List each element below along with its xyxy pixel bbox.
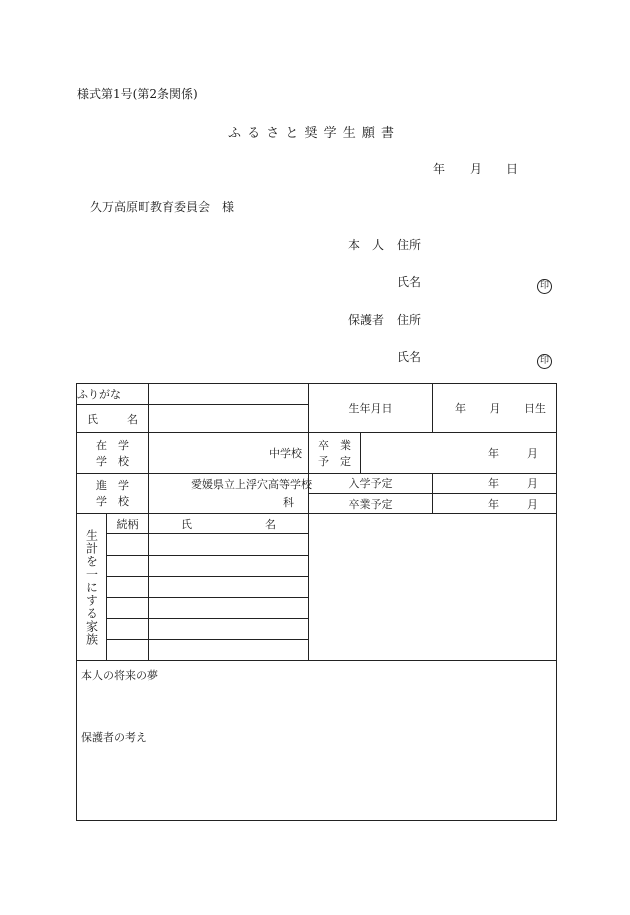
family-notes-area[interactable] — [309, 514, 557, 661]
free-text-area[interactable] — [77, 661, 557, 821]
junior-high-field[interactable] — [149, 433, 309, 473]
birth-day-label: 日生 — [524, 402, 546, 416]
guardian-seal-icon: 印 — [537, 354, 552, 369]
high-school-field[interactable] — [149, 473, 312, 513]
family-name-cell[interactable] — [149, 619, 309, 640]
guardian-label: 保護者 — [348, 313, 385, 327]
family-relation-cell[interactable] — [107, 619, 149, 640]
family-name-header: 氏 名 — [149, 514, 309, 534]
family-relation-cell[interactable] — [107, 576, 149, 597]
family-relation-cell[interactable] — [107, 640, 149, 661]
birth-year-label: 年 — [455, 402, 466, 416]
current-school-label: 在 学 学 校 — [77, 433, 149, 473]
family-relation-cell[interactable] — [107, 597, 149, 618]
graduate-month-label: 月 — [527, 497, 538, 511]
applicant-seal-icon: 印 — [537, 279, 552, 294]
family-name-cell[interactable] — [149, 640, 309, 661]
course-label: 科 — [283, 496, 294, 510]
graduate-year-label: 年 — [488, 497, 499, 511]
graduation-field[interactable] — [361, 433, 557, 473]
junior-high-label: 中学校 — [269, 447, 302, 461]
high-school-name: 愛媛県立上浮穴高等学校 — [191, 478, 312, 492]
applicant-name-label: 氏名 — [397, 275, 422, 289]
enroll-month-label: 月 — [527, 477, 538, 491]
family-name-cell[interactable] — [149, 597, 309, 618]
name-field[interactable] — [149, 405, 309, 433]
grad-year-label: 年 — [488, 447, 499, 461]
document-title: ふ る さ と 奨 学 生 願 書 — [228, 126, 396, 141]
name-label: 氏 名 — [77, 405, 149, 433]
guardian-name-label: 氏名 — [397, 350, 422, 364]
furigana-label: ふりがな — [77, 384, 149, 405]
family-name-cell[interactable] — [149, 555, 309, 576]
future-dream-label: 本人の将来の夢 — [81, 669, 158, 683]
expected-graduation-field[interactable] — [433, 493, 557, 513]
date-day-label: 日 — [506, 162, 519, 176]
family-relation-cell[interactable] — [107, 555, 149, 576]
next-school-label: 進 学 学 校 — [77, 473, 149, 513]
birthdate-field[interactable] — [433, 384, 557, 433]
applicant-label: 本 人 — [348, 238, 385, 252]
family-name-cell[interactable] — [149, 534, 309, 555]
birth-month-label: 月 — [489, 402, 501, 416]
graduation-label: 卒 業 予 定 — [309, 433, 361, 473]
form-number: 様式第1号(第2条関係) — [77, 87, 198, 101]
family-relation-cell[interactable] — [107, 534, 149, 555]
enrollment-field[interactable] — [433, 473, 557, 493]
furigana-field[interactable] — [149, 384, 309, 405]
addressee: 久万高原町教育委員会 様 — [90, 200, 235, 214]
guardian-address-label: 住所 — [397, 313, 422, 327]
guardian-opinion-label: 保護者の考え — [81, 731, 147, 745]
enrollment-label: 入学予定 — [309, 473, 433, 493]
date-year-label: 年 — [433, 162, 446, 176]
date-month-label: 月 — [470, 162, 483, 176]
family-name-cell[interactable] — [149, 576, 309, 597]
applicant-address-label: 住所 — [397, 238, 422, 252]
application-form-table — [76, 383, 557, 821]
relation-header: 続柄 — [107, 514, 149, 534]
family-label: 生計を一にする家族 — [77, 514, 107, 661]
grad-month-label: 月 — [527, 447, 538, 461]
birthdate-label: 生年月日 — [309, 384, 433, 433]
expected-graduation-label: 卒業予定 — [309, 493, 433, 513]
enroll-year-label: 年 — [488, 477, 499, 491]
